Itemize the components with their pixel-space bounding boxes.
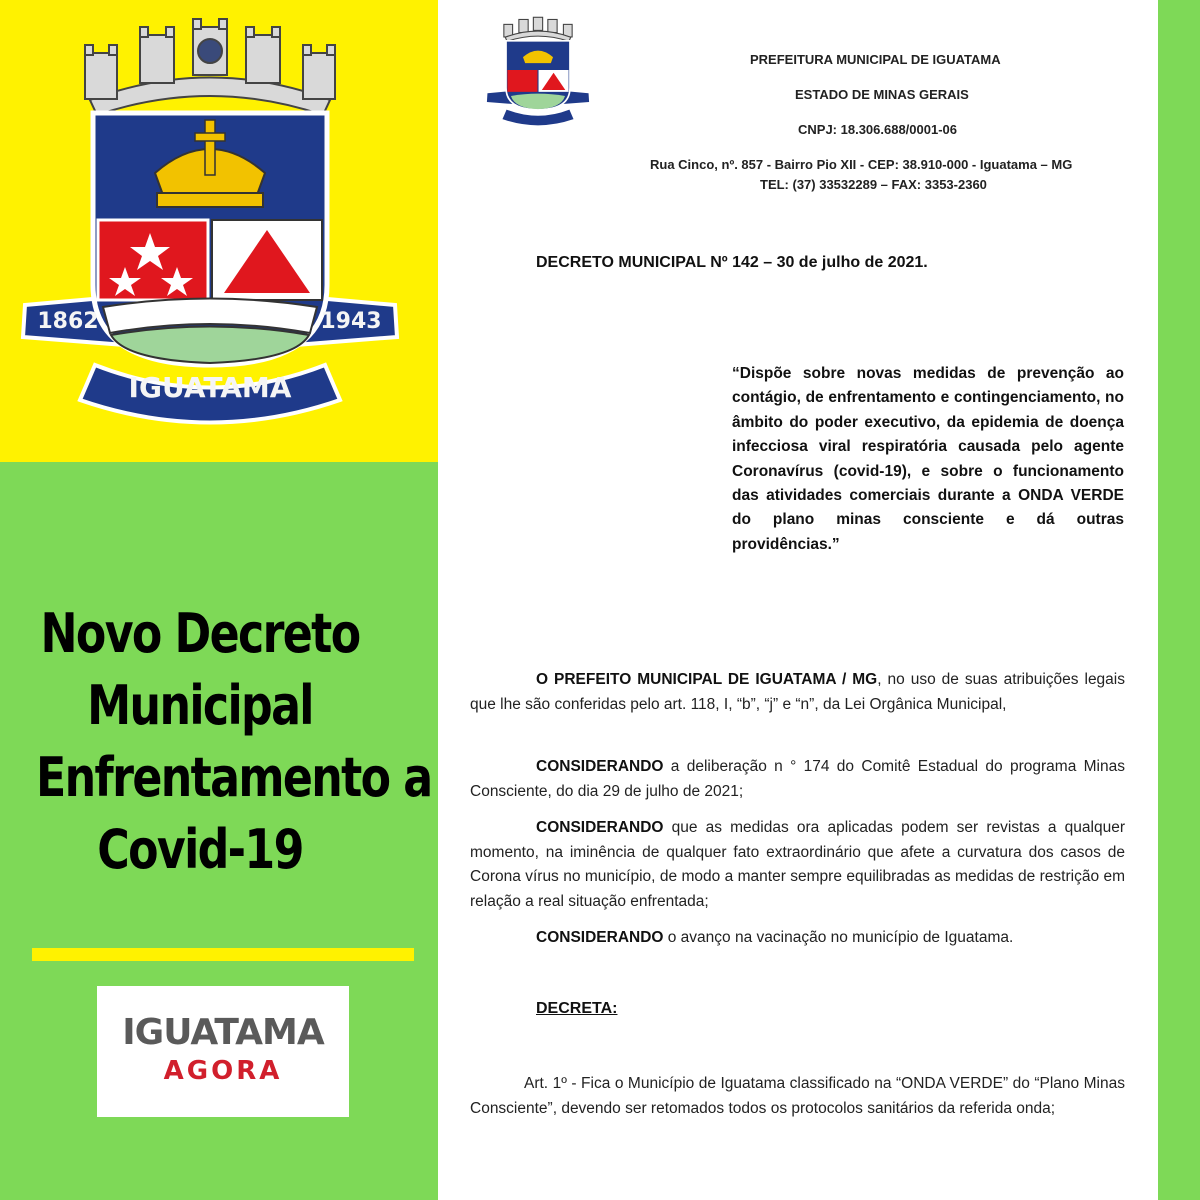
preamble-text: , no uso de suas atribuições legais que lhe são conferidas pelo art. 118, I, “b”, “j” e “n”, da Lei Orgânica Municipal, <box>470 671 1125 713</box>
brand-name: IGUATAMA <box>122 1012 324 1053</box>
crest-year-right: 1943 <box>320 309 382 334</box>
mural-crown <box>85 19 335 115</box>
considerando-2-text: que as medidas ora aplicadas podem ser revistas a qualquer momento, na iminência de qualquer fato extraordinário que afete a curvatura dos casos de Corona vírus no município, de modo a manter sempre equilibradas as medidas de restrição em relação a real situação enfrentada; <box>470 819 1125 910</box>
article-1-text: Art. 1º - Fica o Município de Iguatama classificado na “ONDA VERDE” do “Plano Minas Consciente”, devendo ser retomados todos os protocolos sanitários da referida onda; <box>470 1075 1125 1117</box>
crest-panel <box>0 0 438 462</box>
decree-document <box>438 0 1158 1200</box>
headline-line-4: Covid-19 <box>97 818 303 881</box>
divider-line <box>32 948 414 961</box>
headline-line-1: Novo Decreto <box>40 602 360 665</box>
header-line-2: ESTADO DE MINAS GERAIS <box>795 87 969 102</box>
brand-logo <box>97 986 349 1117</box>
crest-year-left: 1862 <box>37 309 99 334</box>
considerando-3-bold: CONSIDERANDO <box>536 929 664 946</box>
header-line-4: Rua Cinco, nº. 857 - Bairro Pio XII - CEP: 38.910-000 - Iguatama – MG <box>650 157 1073 172</box>
header-line-5: TEL: (37) 33532289 – FAX: 3353-2360 <box>760 177 987 192</box>
decree-title: DECRETO MUNICIPAL Nº 142 – 30 de julho de 2021. <box>536 254 928 271</box>
paragraph-considerando-2 <box>470 816 1125 914</box>
decree-summary: “Dispõe sobre novas medidas de prevenção ao contágio, de enfrentamento e contingenciamento, no âmbito do poder executivo, da epidemia de doença infecciosa viral respiratória causada pelo agente Coronavírus (covid-19), e sobre o funcionamento das atividades comerciais durante a ONDA VERDE do plano minas consciente e dá outras providências.” <box>732 365 1124 553</box>
decreta-heading: DECRETA: <box>536 1000 618 1017</box>
headline <box>36 598 432 886</box>
preamble-bold: O PREFEITO MUNICIPAL DE IGUATAMA / MG <box>536 671 878 688</box>
considerando-3-text: o avanço na vacinação no município de Iguatama. <box>663 929 1014 946</box>
header-line-3: CNPJ: 18.306.688/0001-06 <box>798 122 958 137</box>
brand-subtitle: AGORA <box>163 1056 283 1086</box>
headline-line-3: Enfrentamento a <box>36 746 432 809</box>
considerando-2-bold: CONSIDERANDO <box>536 819 664 836</box>
right-border <box>1158 0 1200 1200</box>
paragraph-preamble <box>470 668 1125 717</box>
paragraph-considerando-3 <box>470 926 1125 951</box>
crest-city-name: IGUATAMA <box>128 371 292 404</box>
paragraph-considerando-1 <box>470 755 1125 804</box>
considerando-1-bold: CONSIDERANDO <box>536 758 664 775</box>
headline-line-2: Municipal <box>87 674 313 737</box>
small-coat-of-arms-icon <box>482 14 594 126</box>
coat-of-arms-logo <box>5 15 415 425</box>
header-line-1: PREFEITURA MUNICIPAL DE IGUATAMA <box>750 52 1001 67</box>
article-1 <box>470 1072 1125 1121</box>
considerando-1-text: a deliberação n ° 174 do Comitê Estadual do programa Minas Consciente, do dia 29 de julho de 2021; <box>470 758 1125 800</box>
